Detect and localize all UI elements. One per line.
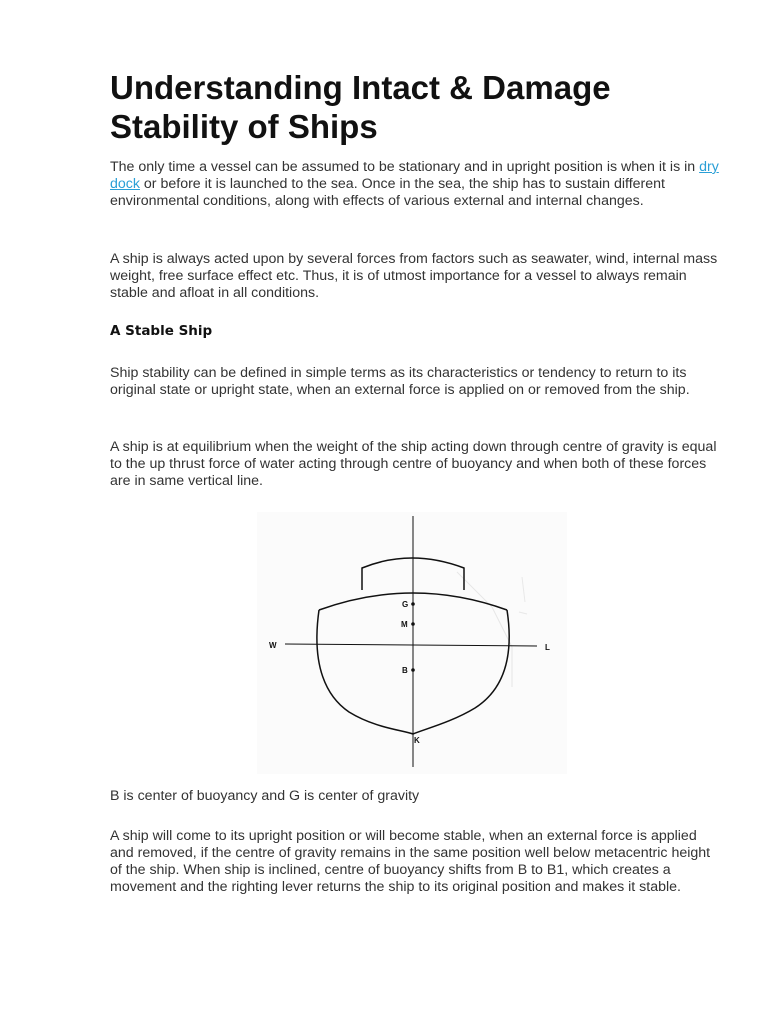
paragraph-intro-text-end: or before it is launched to the sea. Once in the sea, the ship has to sustain different environmental conditions, along with effects of various external and internal changes.	[110, 176, 665, 209]
label-l: L	[545, 643, 550, 652]
label-g: G	[402, 600, 409, 609]
point-b	[411, 668, 415, 672]
label-w: W	[269, 641, 277, 650]
point-g	[411, 602, 415, 606]
label-k: K	[414, 736, 420, 745]
paragraph-forces: A ship is always acted upon by several forces from factors such as seawater, wind, internal mass weight, free surface effect etc. Thus, it is of utmost importance for a vessel to always remain stable and afloat in all conditions.	[110, 251, 718, 301]
paragraph-upright-position: A ship will come to its upright position or will become stable, when an external force is applied and removed, if the centre of gravity remains in the same position well below metacentric height of the ship. When ship is inclined, centre of buoyancy shifts from B to B1, which creates a movement and the righting lever returns the ship to its original position and makes it stable.	[110, 828, 711, 895]
point-m	[411, 622, 415, 626]
dry-dock-link[interactable]: dry dock	[110, 159, 719, 192]
paragraph-stability-definition: Ship stability can be defined in simple terms as its characteristics or tendency to return to its original state or upright state, when an external force is applied on or removed from the ship.	[110, 365, 690, 398]
figure-caption: B is center of buoyancy and G is center of gravity	[110, 788, 420, 804]
ship-stability-diagram	[257, 512, 567, 774]
paragraph-intro	[110, 159, 720, 210]
diagram-background	[257, 512, 567, 774]
label-m: M	[401, 620, 408, 629]
ship-cross-section-svg	[257, 512, 567, 774]
section-heading-stable-ship: A Stable Ship	[110, 323, 213, 339]
article-title: Understanding Intact & Damage Stability of Ships	[110, 69, 611, 145]
paragraph-equilibrium: A ship is at equilibrium when the weight of the ship acting down through centre of gravity is equal to the up thrust force of water acting through centre of buoyancy and when both of these forces are in same vertical line.	[110, 439, 717, 489]
label-b: B	[402, 666, 408, 675]
paragraph-intro-text-start: The only time a vessel can be assumed to be stationary and in upright position is when it is in	[110, 159, 700, 175]
